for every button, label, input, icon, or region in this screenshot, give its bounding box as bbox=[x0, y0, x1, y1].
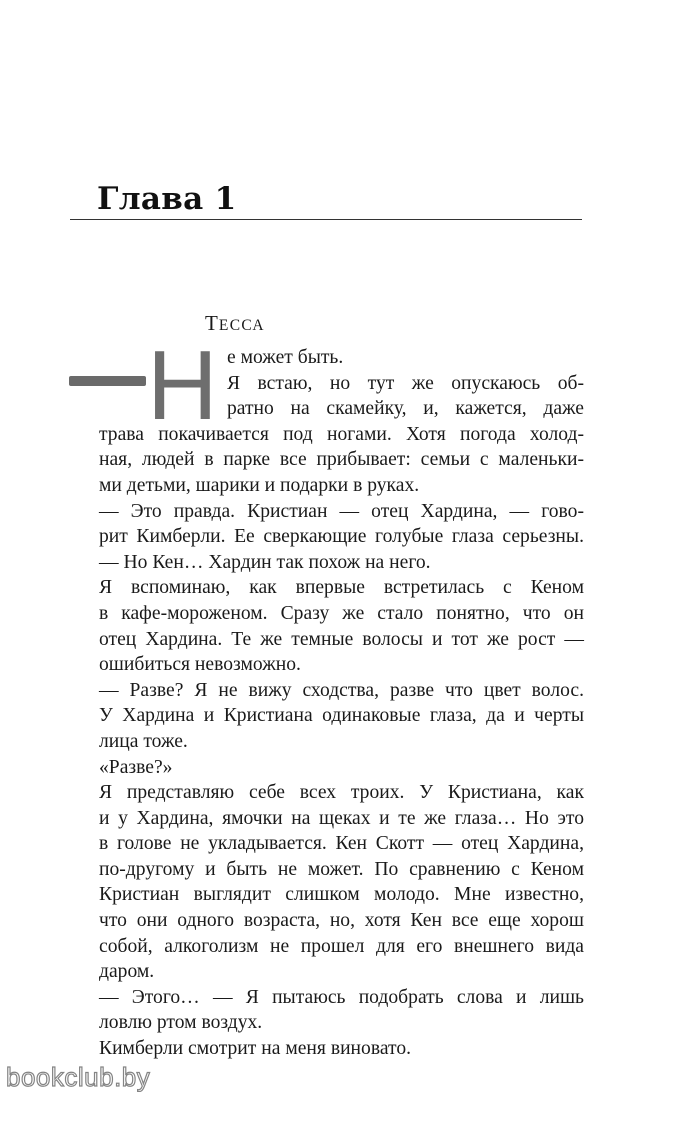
text-line: в голове не укладывается. Кен Скотт — отец Хардина, bbox=[99, 833, 584, 855]
text-line: Я встаю, но тут же опускаюсь об- bbox=[227, 372, 584, 394]
text-line: — Это правда. Кристиан — отец Хардина, — гово- bbox=[99, 500, 584, 522]
text-line: лица тоже. bbox=[99, 730, 188, 752]
text-line: трава покачивается под ногами. Хотя погода холод- bbox=[99, 423, 584, 445]
text-line: — Этого… — Я пытаюсь подобрать слова и лишь bbox=[99, 986, 584, 1008]
chapter-divider bbox=[70, 219, 582, 220]
text-line: собой, алкоголизм не прошел для его внешнего вида bbox=[99, 935, 584, 957]
text-line: ошибиться невозможно. bbox=[99, 654, 301, 676]
text-line: по-другому и быть не может. По сравнению с Кеном bbox=[99, 858, 584, 880]
text-line: — Разве? Я не вижу сходства, разве что цвет волос. bbox=[99, 679, 584, 701]
chapter-title: Глава 1 bbox=[97, 181, 237, 217]
text-line: ная, людей в парке все прибывает: семьи с маленьки- bbox=[99, 449, 584, 471]
text-line: в кафе-мороженом. Сразу же стало понятно, что он bbox=[99, 602, 584, 624]
text-line: — Но Кен… Хардин так похож на него. bbox=[99, 551, 431, 573]
text-line: Я представляю себе всех троих. У Кристиана, как bbox=[99, 782, 584, 804]
text-line: Я вспоминаю, как впервые встретилась с Кеном bbox=[99, 577, 584, 599]
drop-cap-letter: Н bbox=[147, 330, 218, 440]
text-line: У Хардина и Кристиана одинаковые глаза, да и черты bbox=[99, 705, 584, 727]
text-line: Кристиан выглядит слишком молодо. Мне известно, bbox=[99, 884, 584, 906]
text-line: что они одного возраста, но, хотя Кен все еще хорош bbox=[99, 910, 584, 932]
site-watermark: bookclub.by bbox=[6, 1062, 151, 1092]
text-line: е может быть. bbox=[227, 347, 344, 368]
chapter-body bbox=[99, 345, 584, 1062]
text-line: Кимберли смотрит на меня виновато. bbox=[99, 1038, 412, 1060]
text-line: «Разве?» bbox=[99, 756, 173, 778]
text-line: даром. bbox=[99, 961, 155, 983]
text-line: ратно на скамейку, и, кажется, даже bbox=[227, 398, 584, 420]
text-line: ми детьми, шарики и подарки в руках. bbox=[99, 474, 420, 496]
text-line: и у Хардина, ямочки на щеках и те же глаза… Но это bbox=[99, 807, 584, 829]
text-line: рит Кимберли. Ее сверкающие голубые глаза серьезны. bbox=[99, 526, 584, 548]
text-line: отец Хардина. Те же темные волосы и тот же рост — bbox=[99, 628, 584, 650]
pov-label-rest: ЕССА bbox=[218, 317, 265, 334]
pov-label-initial: Т bbox=[205, 311, 219, 335]
text-line: ловлю ртом воздух. bbox=[99, 1012, 263, 1034]
